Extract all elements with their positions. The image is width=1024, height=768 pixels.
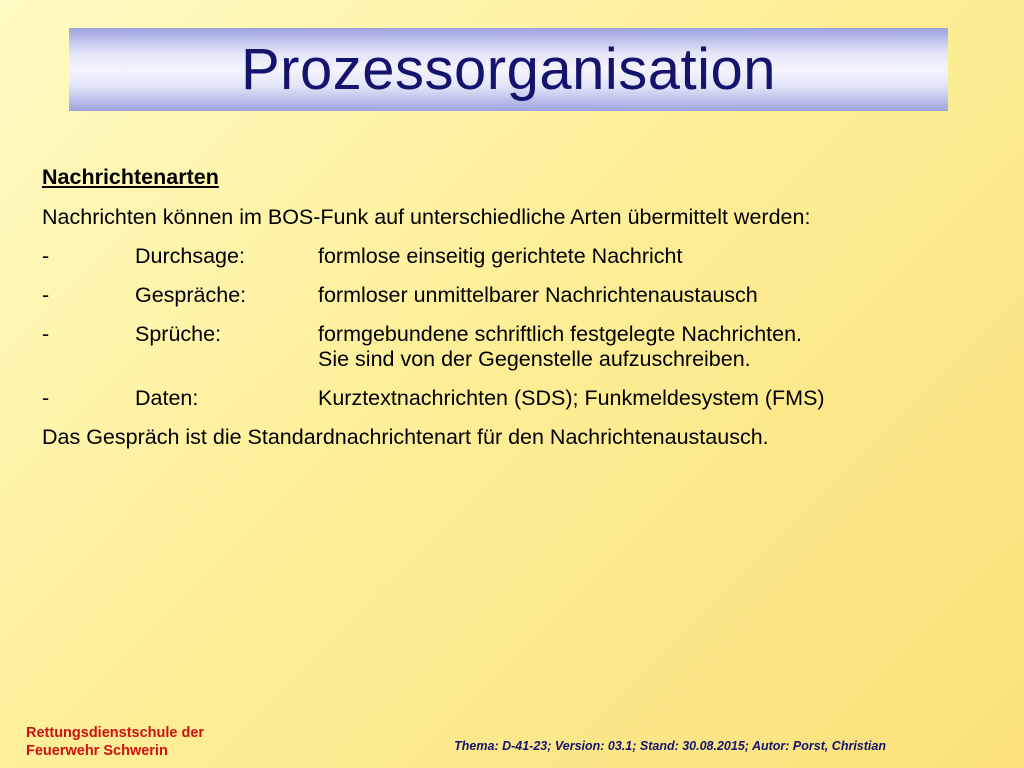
footer-info: Thema: D-41-23; Version: 03.1; Stand: 30.08.2015; Autor: Porst, Christian: [454, 739, 886, 753]
list-term: Durchsage:: [135, 244, 245, 268]
slide-title: Prozessorganisation: [240, 37, 776, 102]
description-line: formloser unmittelbarer Nachrichtenaustausch: [318, 283, 758, 307]
description-line: formgebundene schriftlich festgelegte Nachrichten.: [318, 322, 803, 346]
list-item-durchsage: [42, 244, 992, 269]
list-description: [318, 244, 992, 269]
list-item-gespraeche: [42, 283, 992, 308]
description-line: Kurztextnachrichten (SDS); Funkmeldesystem (FMS): [318, 386, 825, 410]
description-line: formlose einseitig gerichtete Nachricht: [318, 244, 683, 268]
intro-text: Nachrichten können im BOS-Funk auf unterschiedliche Arten übermittelt werden:: [42, 205, 811, 229]
list-item-daten: [42, 386, 992, 411]
description-line: Sie sind von der Gegenstelle aufzuschreiben.: [318, 347, 751, 371]
list-description: [318, 322, 992, 372]
list-dash: -: [42, 244, 50, 268]
footer-organization: [26, 724, 204, 760]
title-banner: [69, 28, 948, 111]
list-term: Daten:: [135, 386, 199, 410]
list-dash: -: [42, 322, 50, 346]
footer-org-line: Rettungsdienstschule der: [26, 725, 205, 741]
list-description: [318, 386, 992, 411]
footer-org-line: Feuerwehr Schwerin: [26, 743, 168, 759]
list-item-sprueche: [42, 322, 992, 372]
list-dash: -: [42, 283, 50, 307]
list-term: Sprüche:: [135, 322, 222, 346]
list-dash: -: [42, 386, 50, 410]
section-heading: Nachrichtenarten: [42, 165, 219, 189]
conclusion-text: Das Gespräch ist die Standardnachrichtenart für den Nachrichtenaustausch.: [42, 425, 769, 449]
list-description: [318, 283, 992, 308]
slide-content: [42, 165, 992, 464]
list-term: Gespräche:: [135, 283, 247, 307]
